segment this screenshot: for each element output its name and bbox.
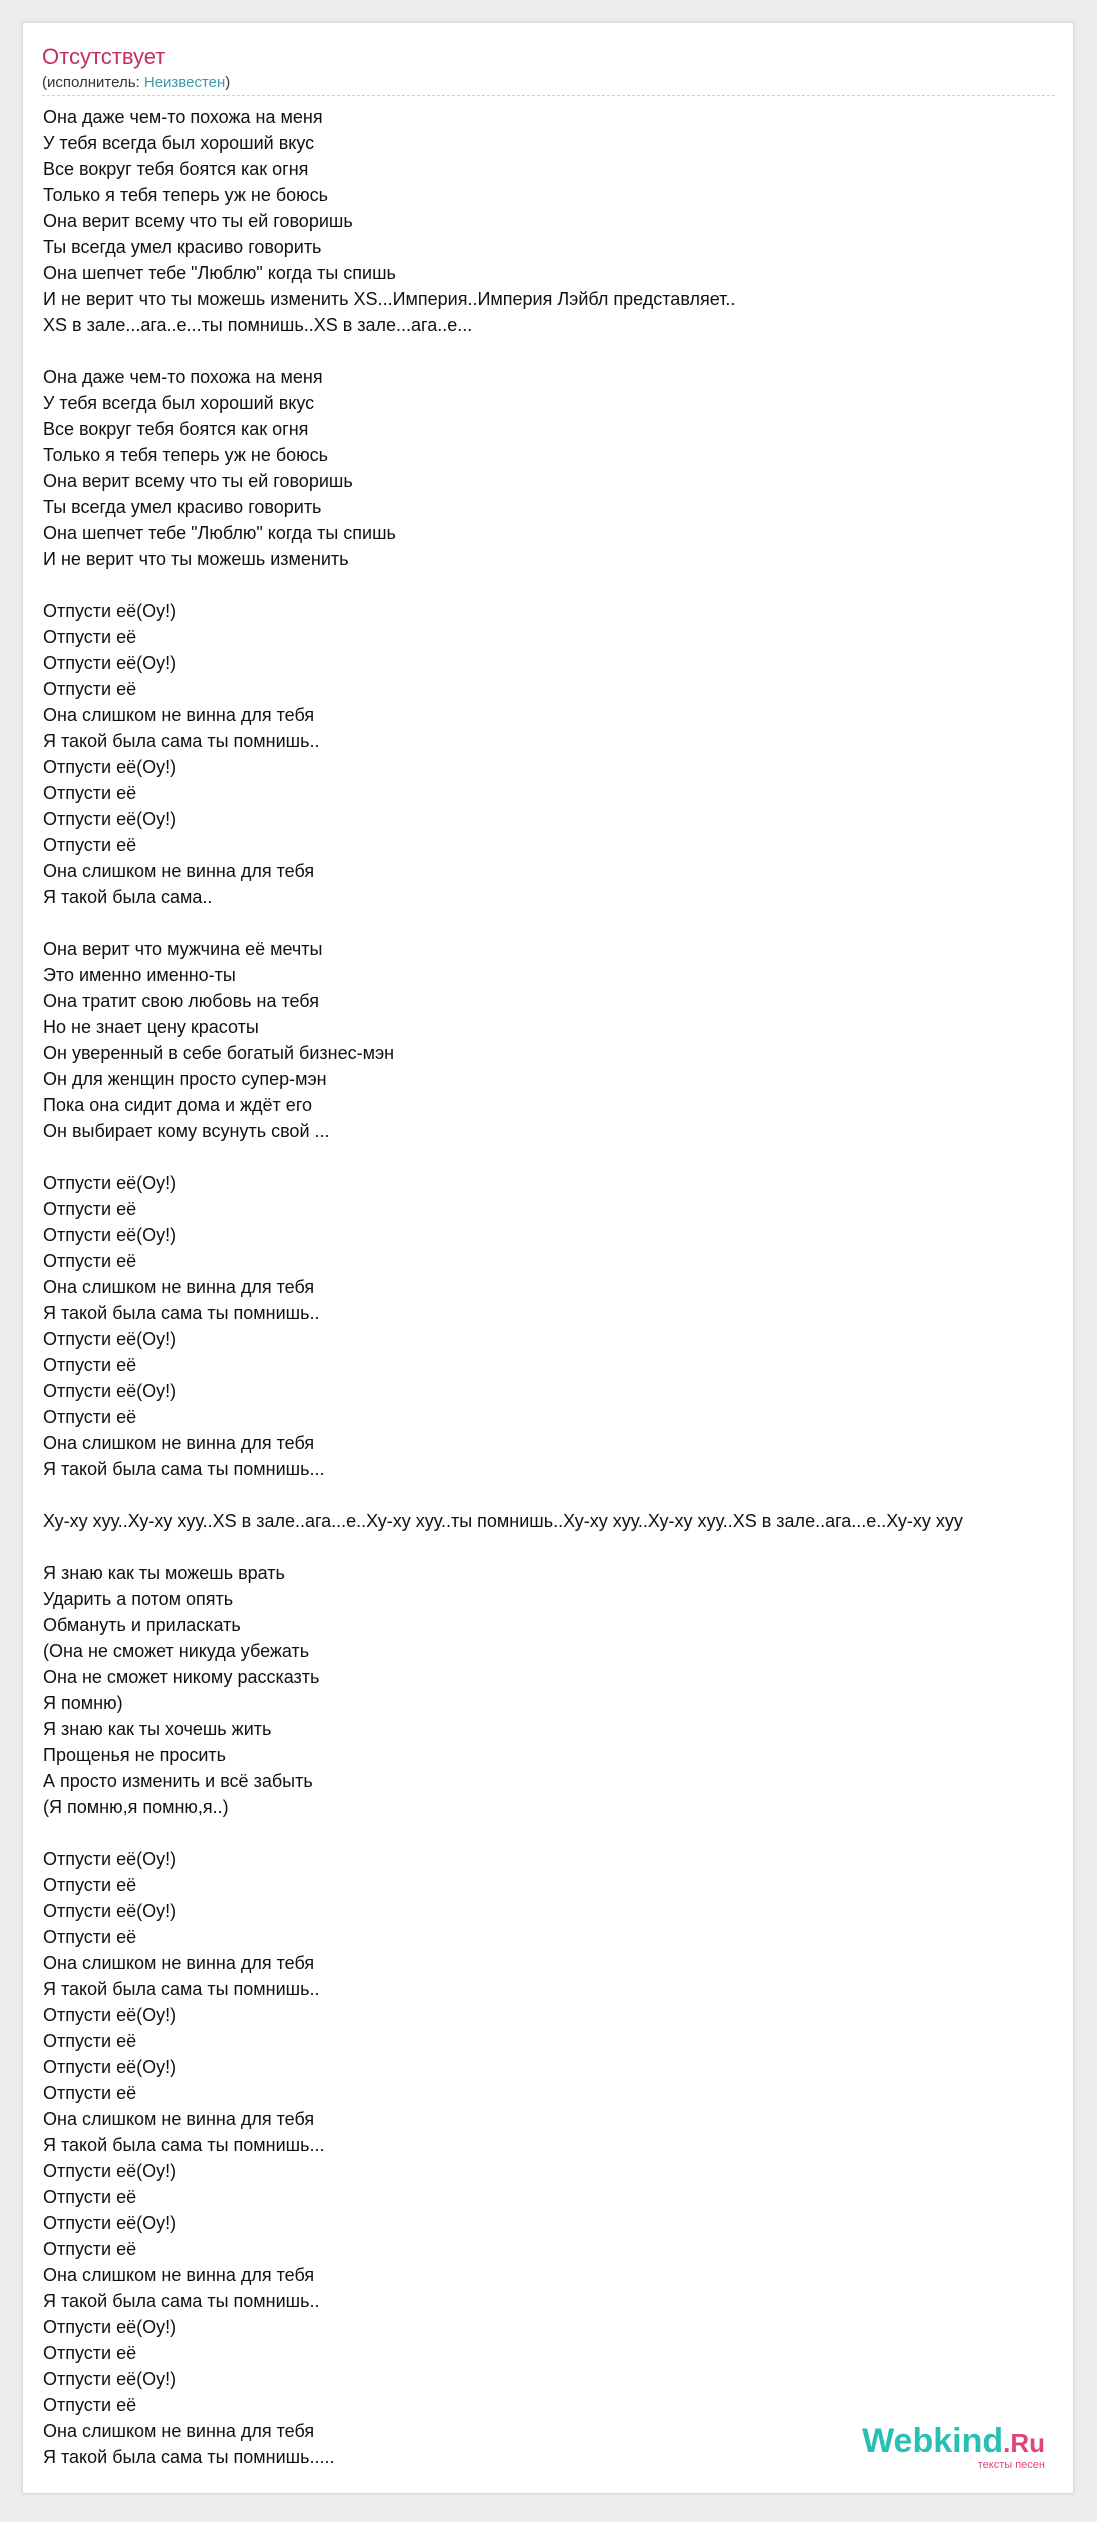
lyric-line: Отпусти её(Оу!) — [43, 2369, 177, 2389]
lyric-line: И не верит что ты можешь изменить XS...Империя..Империя Лэйбл представляет.. — [43, 289, 736, 309]
lyric-line: (Я помню,я помню,я..) — [43, 1797, 229, 1817]
stanza-break — [43, 572, 1073, 598]
lyric-line: Отпусти её — [43, 783, 137, 803]
lyric-line: И не верит что ты можешь изменить — [43, 549, 349, 569]
logo-tld: .Ru — [1003, 2428, 1045, 2458]
lyric-line: Все вокруг тебя боятся как огня — [43, 419, 309, 439]
lyric-line: Она шепчет тебе "Люблю" когда ты спишь — [43, 523, 396, 543]
lyric-line: Она слишком не винна для тебя — [43, 2421, 315, 2441]
lyric-line: Отпусти её(Оу!) — [43, 2161, 177, 2181]
song-title: Отсутствует — [42, 44, 166, 69]
lyric-line: Она даже чем-то похожа на меня — [43, 107, 323, 127]
lyric-line: Я знаю как ты можешь врать — [43, 1563, 285, 1583]
lyric-line: Отпусти её — [43, 2083, 137, 2103]
lyric-line: Отпусти её — [43, 1875, 137, 1895]
lyric-line: Он выбирает кому всунуть свой ... — [43, 1121, 330, 1141]
lyric-line: Ты всегда умел красиво говорить — [43, 497, 322, 517]
lyric-line: Я такой была сама ты помнишь.. — [43, 731, 320, 751]
lyric-line: Отпусти её(Оу!) — [43, 2005, 177, 2025]
lyric-line: Она даже чем-то похожа на меня — [43, 367, 323, 387]
lyric-line: Отпусти её — [43, 1407, 137, 1427]
lyric-line: Прощенья не просить — [43, 1745, 227, 1765]
lyric-line: Отпусти её(Оу!) — [43, 1329, 177, 1349]
lyric-line: Она слишком не винна для тебя — [43, 861, 315, 881]
lyric-line: Она слишком не винна для тебя — [43, 2109, 315, 2129]
lyric-line: Я такой была сама ты помнишь.. — [43, 1979, 320, 1999]
lyric-line: Отпусти её — [43, 2343, 137, 2363]
lyric-line: Она верит всему что ты ей говоришь — [43, 471, 353, 491]
artist-prefix: (исполнитель: — [42, 74, 144, 91]
lyric-line: Я знаю как ты хочешь жить — [43, 1719, 272, 1739]
lyric-line: Отпусти её(Оу!) — [43, 2317, 177, 2337]
lyric-line: Отпусти её — [43, 2187, 137, 2207]
artist-link[interactable]: Неизвестен — [143, 74, 226, 91]
stanza-break — [43, 1482, 1073, 1508]
lyric-line: Ударить а потом опять — [43, 1589, 234, 1609]
logo-wordmark — [862, 2423, 1045, 2461]
stanza-break — [43, 910, 1073, 936]
lyric-line: Но не знает цену красоты — [43, 1017, 259, 1037]
lyric-line: Она верит всему что ты ей говоришь — [43, 211, 353, 231]
lyric-line: Отпусти её — [43, 679, 137, 699]
lyric-line: Ху-ху хуу..Ху-ху хуу..XS в зале..ага...е..Ху-ху хуу..ты помнишь..Ху-ху хуу..Ху-ху хуу..XS в зале..ага...е..Ху-ху хуу — [43, 1511, 963, 1531]
lyric-line: Она слишком не винна для тебя — [43, 1953, 315, 1973]
lyric-line: Отпусти её(Оу!) — [43, 2057, 177, 2077]
lyric-line: Отпусти её — [43, 1251, 137, 1271]
lyric-line: Отпусти её — [43, 1927, 137, 1947]
lyric-line: У тебя всегда был хороший вкус — [43, 393, 315, 413]
lyric-line: Она верит что мужчина её мечты — [43, 939, 323, 959]
lyric-line: Отпусти её(Оу!) — [43, 601, 177, 621]
lyric-line: Она слишком не винна для тебя — [43, 705, 315, 725]
artist-suffix: ) — [225, 74, 231, 91]
lyric-line: Отпусти её(Оу!) — [43, 809, 177, 829]
lyric-line: Отпусти её — [43, 2031, 137, 2051]
logo-tagline: тексты песен — [977, 2459, 1045, 2471]
lyric-line: Отпусти её — [43, 2395, 137, 2415]
lyric-line: Отпусти её(Оу!) — [43, 1381, 177, 1401]
stanza-break — [43, 1534, 1073, 1560]
artist-line — [42, 73, 1053, 93]
lyric-line: Она слишком не винна для тебя — [43, 2265, 315, 2285]
lyric-line: Она шепчет тебе "Люблю" когда ты спишь — [43, 263, 396, 283]
logo-brand: Webkind — [862, 2422, 1004, 2460]
lyric-line: XS в зале...ага..е...ты помнишь..XS в зале...ага..е... — [43, 315, 473, 335]
stanza-break — [43, 1820, 1073, 1846]
lyric-line: Отпусти её — [43, 1355, 137, 1375]
lyric-line: Я такой была сама.. — [43, 887, 213, 907]
lyric-line: Все вокруг тебя боятся как огня — [43, 159, 309, 179]
lyric-line: Я помню) — [43, 1693, 123, 1713]
lyric-line: Отпусти её — [43, 1199, 137, 1219]
lyric-line: Пока она сидит дома и ждёт его — [43, 1095, 312, 1115]
lyric-line: Отпусти её — [43, 2239, 137, 2259]
lyric-line: Обмануть и приласкать — [43, 1615, 241, 1635]
lyric-line: Отпусти её(Оу!) — [43, 1849, 177, 1869]
stanza-break — [43, 338, 1073, 364]
lyric-line: Отпусти её(Оу!) — [43, 1225, 177, 1245]
lyric-line: Отпусти её(Оу!) — [43, 1901, 177, 1921]
lyric-line: Отпусти её(Оу!) — [43, 1173, 177, 1193]
lyric-line: Только я тебя теперь уж не боюсь — [43, 185, 329, 205]
lyric-line: Отпусти её — [43, 835, 137, 855]
lyric-line: Он уверенный в себе богатый бизнес-мэн — [43, 1043, 395, 1063]
lyric-line: А просто изменить и всё забыть — [43, 1771, 313, 1791]
lyric-line: (Она не сможет никуда убежать — [43, 1641, 310, 1661]
lyric-line: Я такой была сама ты помнишь..... — [43, 2447, 335, 2467]
lyric-line: Я такой была сама ты помнишь.. — [43, 2291, 320, 2311]
lyric-line: Она тратит свою любовь на тебя — [43, 991, 319, 1011]
lyric-line: Отпусти её(Оу!) — [43, 653, 177, 673]
lyric-line: Отпусти её(Оу!) — [43, 2213, 177, 2233]
lyric-line: Отпусти её(Оу!) — [43, 757, 177, 777]
lyric-line: Отпусти её — [43, 627, 137, 647]
lyric-line: Она слишком не винна для тебя — [43, 1277, 315, 1297]
lyric-line: Она слишком не винна для тебя — [43, 1433, 315, 1453]
lyric-line: Это именно именно-ты — [43, 965, 236, 985]
lyric-line: Я такой была сама ты помнишь... — [43, 1459, 325, 1479]
stanza-break — [43, 1144, 1073, 1170]
lyric-line: Она не сможет никому рассказть — [43, 1667, 320, 1687]
lyric-line: Ты всегда умел красиво говорить — [43, 237, 322, 257]
lyric-line: У тебя всегда был хороший вкус — [43, 133, 315, 153]
lyric-line: Только я тебя теперь уж не боюсь — [43, 445, 329, 465]
lyric-line: Я такой была сама ты помнишь... — [43, 2135, 325, 2155]
lyric-line: Я такой была сама ты помнишь.. — [43, 1303, 320, 1323]
lyrics-text — [43, 104, 1073, 2470]
webkind-logo[interactable] — [862, 2423, 1045, 2471]
song-header — [42, 43, 1053, 93]
lyrics-card — [22, 22, 1074, 2494]
lyric-line: Он для женщин просто супер-мэн — [43, 1069, 327, 1089]
header-divider — [42, 95, 1055, 96]
